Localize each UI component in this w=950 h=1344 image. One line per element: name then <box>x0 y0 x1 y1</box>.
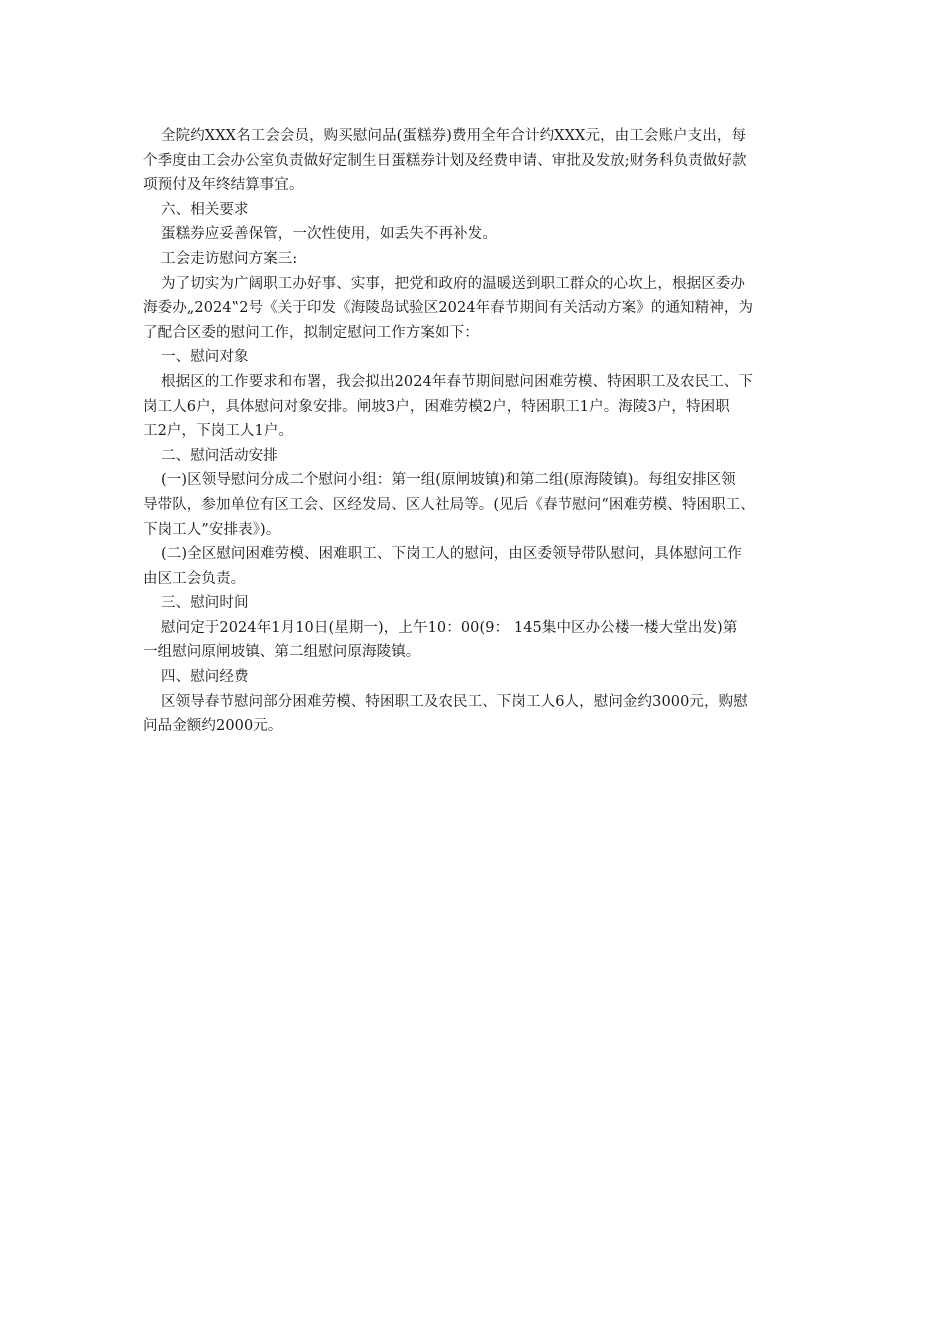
text-line: 全院约XXX名工会会员，购买慰问品(蛋糕券)费用全年合计约XXX元，由工会账户支出，每 <box>161 128 747 144</box>
text-line: 问品金额约2000元。 <box>143 718 283 735</box>
text-line: 项预付及年终结算事宜。 <box>143 177 304 194</box>
document-body <box>143 124 823 739</box>
text-line: (一)区领导慰问分成二个慰问小组：第一组(原闸坡镇)和第二组(原海陵镇)。每组安排区领 <box>161 472 736 489</box>
text-line: 岗工人6户，具体慰问对象安排。闸坡3户，困难劳模2户，特困职工1户。海陵3户，特困职 <box>143 398 730 415</box>
text-line: 蛋糕券应妥善保管，一次性使用，如丢失不再补发。 <box>161 226 497 243</box>
text-line: 一组慰问原闸坡镇、第二组慰问原海陵镇。 <box>143 644 421 661</box>
text-line: 慰问定于2024年1月10日(星期一)，上午10：00(9： 145集中区办公楼一楼大堂出发)第 <box>161 619 738 636</box>
text-line: 六、相关要求 <box>161 201 249 218</box>
text-line: 为了切实为广阔职工办好事、实事，把党和政府的温暖送到职工群众的心坎上，根据区委办 <box>161 275 745 292</box>
text-line: 区领导春节慰问部分困难劳模、特困职工及农民工、下岗工人6人，慰问金约3000元，购慰 <box>161 693 748 710</box>
text-line: 一、慰问对象 <box>161 349 249 366</box>
text-line: 四、慰问经费 <box>161 669 249 686</box>
text-line: 海委办„2024‟2号《关于印发《海陵岛试验区2024年春节期间有关活动方案》的通知精神，为 <box>143 300 754 317</box>
text-line: 了配合区委的慰问工作，拟制定慰问工作方案如下： <box>143 324 479 341</box>
text-line: 工2户，下岗工人1户。 <box>143 423 294 440</box>
text-line: 工会走访慰问方案三: <box>161 250 298 267</box>
text-line: 下岗工人”安排表》)。 <box>143 521 281 538</box>
text-line: 二、慰问活动安排 <box>161 447 278 464</box>
text-line: 由区工会负责。 <box>143 570 246 587</box>
text-line: 个季度由工会办公室负责做好定制生日蛋糕券计划及经费申请、审批及发放;财务科负责做好款 <box>143 152 747 169</box>
text-line: 导带队，参加单位有区工会、区经发局、区人社局等。(见后《春节慰问“困难劳模、特困职工、 <box>143 496 755 513</box>
text-line: 根据区的工作要求和布署，我会拟出2024年春节期间慰问困难劳模、特困职工及农民工、下 <box>161 373 754 390</box>
text-line: 三、慰问时间 <box>161 595 249 612</box>
text-line: (二)全区慰问困难劳模、困难职工、下岗工人的慰问，由区委领导带队慰问，具体慰问工作 <box>161 546 742 563</box>
